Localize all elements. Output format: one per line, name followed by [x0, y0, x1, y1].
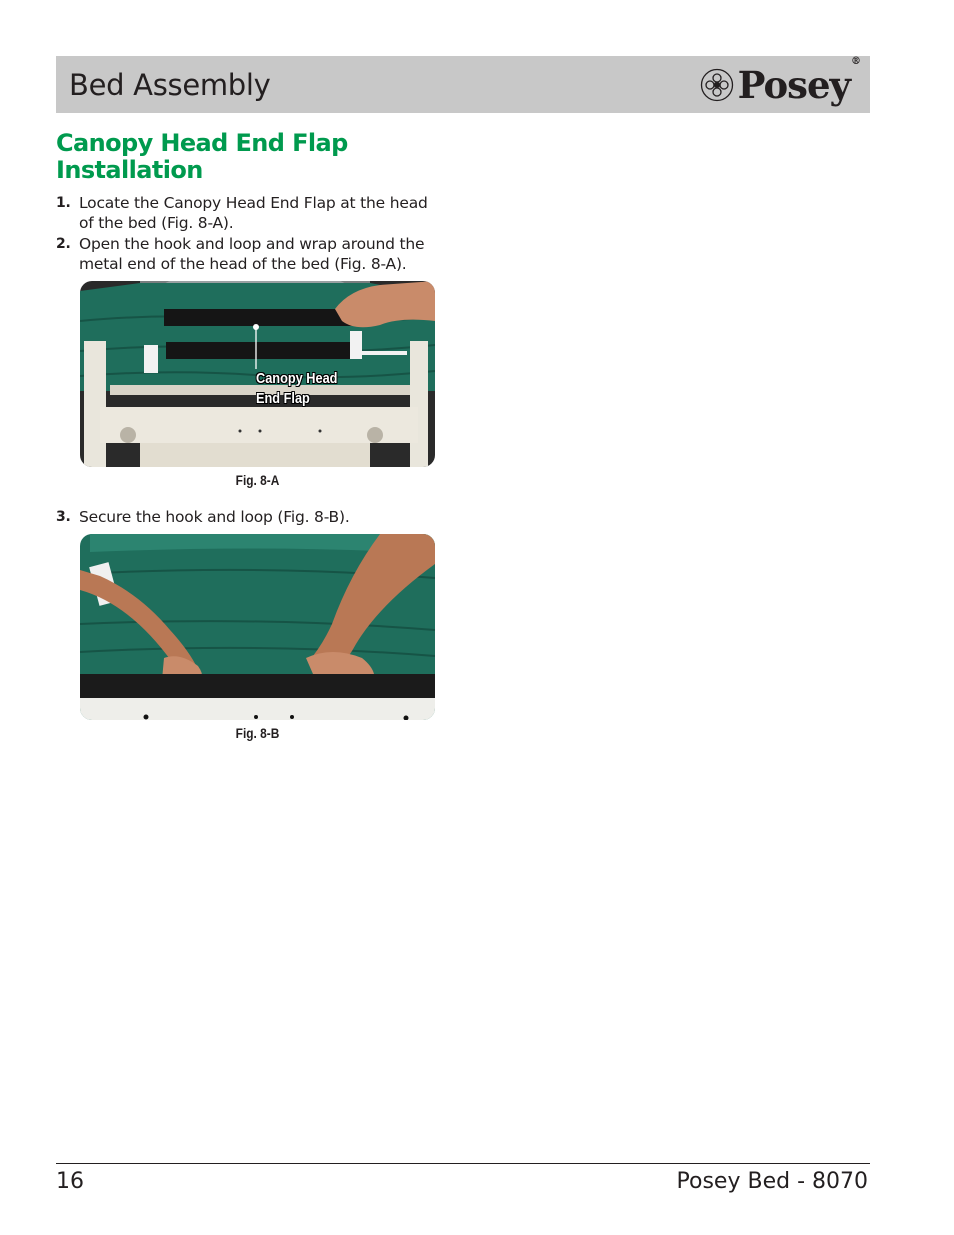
posey-logo	[700, 55, 860, 107]
page-number: 16	[56, 1169, 84, 1194]
document-title: Posey Bed - 8070	[676, 1169, 868, 1194]
step-text: Open the hook and loop and wrap around the metal end of the head of the bed (Fig. 8-A).	[79, 235, 425, 273]
figure-8a-photo	[80, 281, 435, 467]
page-title: Bed Assembly	[69, 68, 271, 102]
step-number: 2.	[56, 236, 71, 252]
step-text: Locate the Canopy Head End Flap at the head of the bed (Fig. 8-A).	[79, 194, 428, 232]
footer-divider	[56, 1163, 870, 1164]
heading-line-2: Installation	[56, 156, 203, 184]
figure-8b-photo	[80, 534, 435, 720]
step-number: 3.	[56, 509, 71, 525]
step-text: Secure the hook and loop (Fig. 8-B).	[79, 508, 350, 526]
step-1	[56, 193, 446, 233]
step-number: 1.	[56, 195, 71, 211]
heading-line-1: Canopy Head End Flap	[56, 129, 348, 157]
posey-emblem-icon	[700, 68, 734, 102]
step-3	[56, 507, 446, 527]
figure-8a-caption: Fig. 8-A	[235, 472, 280, 488]
header-bar	[56, 56, 870, 113]
securing-hook-and-loop-photo-icon	[80, 534, 435, 720]
figure-8b-caption: Fig. 8-B	[235, 725, 280, 741]
logo-wordmark: Posey®	[737, 55, 860, 107]
step-2	[56, 234, 446, 274]
section-heading	[56, 130, 396, 184]
